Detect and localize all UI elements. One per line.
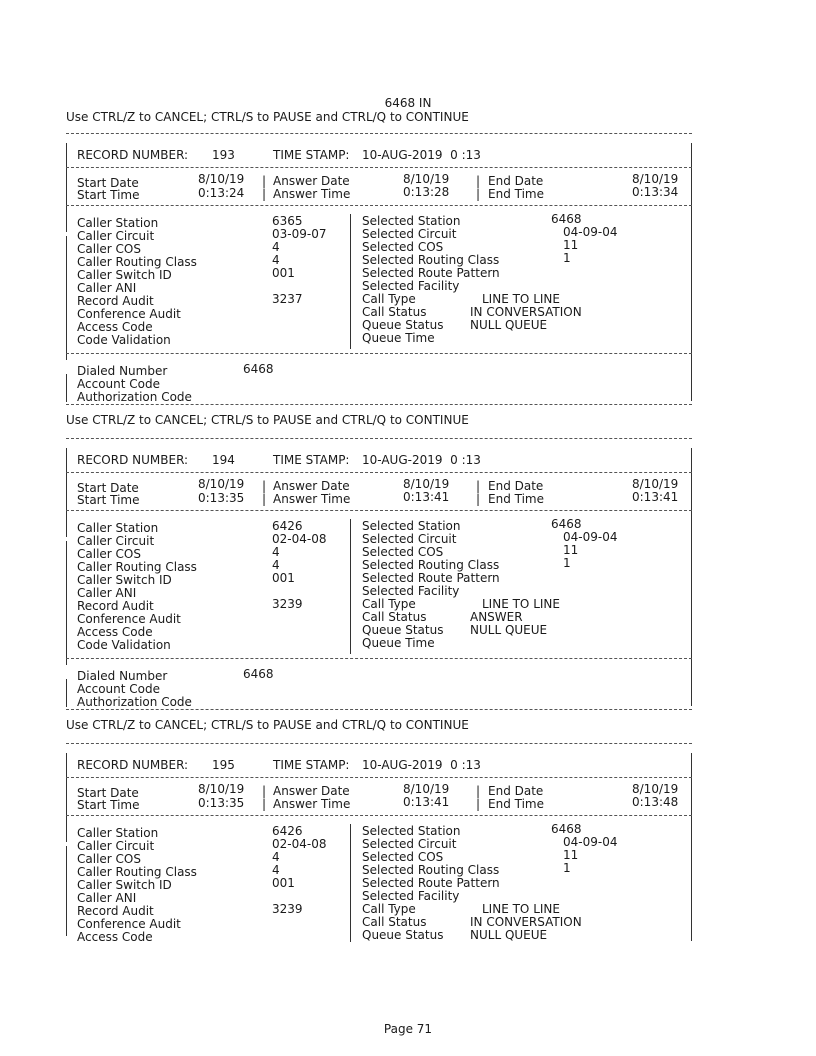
caller-circuit-label: Caller Circuit [77, 839, 155, 853]
caller-switch-id-label: Caller Switch ID [77, 878, 172, 892]
start-date-label: Start Date [77, 481, 139, 495]
answer-time: 0:13:41 [403, 795, 450, 809]
queue-status: NULL QUEUE [470, 623, 548, 637]
time-stamp-label: TIME STAMP: [273, 453, 350, 467]
dialed-number-label: Dialed Number [77, 669, 168, 683]
page-number: Page 71 [383, 1022, 433, 1036]
border-left [66, 753, 67, 842]
start-date: 8/10/19 [198, 782, 245, 796]
code-validation-label: Code Validation [77, 638, 171, 652]
divider [66, 205, 692, 206]
call-status: IN CONVERSATION [470, 915, 582, 929]
answer-date: 8/10/19 [403, 172, 450, 186]
end-time-label: End Time [488, 492, 544, 506]
call-type-label: Call Type [362, 902, 416, 916]
caller-ani-label: Caller ANI [77, 281, 137, 295]
caller-routing-class-label: Caller Routing Class [77, 255, 197, 269]
answer-time: 0:13:41 [403, 490, 450, 504]
record-number-label: RECORD NUMBER: [77, 148, 189, 162]
start-date-label: Start Date [77, 176, 139, 190]
call-status: IN CONVERSATION [470, 305, 582, 319]
call-type-label: Call Type [362, 292, 416, 306]
record-audit-label: Record Audit [77, 904, 154, 918]
record-number: 193 [212, 148, 235, 162]
caller-cos: 4 [272, 545, 280, 559]
end-date: 8/10/19 [632, 782, 679, 796]
code-validation-label: Code Validation [77, 333, 171, 347]
queue-status-label: Queue Status [362, 318, 444, 332]
selected-routing-class-label: Selected Routing Class [362, 863, 500, 877]
caller-cos-label: Caller COS [77, 852, 141, 866]
answer-time: 0:13:28 [403, 185, 450, 199]
selected-routing-class: 1 [563, 251, 571, 265]
caller-cos-label: Caller COS [77, 547, 141, 561]
time-stamp-label: TIME STAMP: [273, 148, 350, 162]
answer-date-label: Answer Date [273, 174, 350, 188]
caller-circuit: 03-09-07 [272, 227, 327, 241]
start-time-label: Start Time [77, 798, 140, 812]
end-date-label: End Date [488, 784, 544, 798]
selected-circuit-label: Selected Circuit [362, 837, 457, 851]
caller-station-label: Caller Station [77, 521, 159, 535]
selected-station-label: Selected Station [362, 214, 461, 228]
queue-time-label: Queue Time [362, 636, 435, 650]
caller-routing-class-label: Caller Routing Class [77, 560, 197, 574]
caller-circuit: 02-04-08 [272, 532, 327, 546]
caller-routing-class: 4 [272, 558, 280, 572]
start-date: 8/10/19 [198, 477, 245, 491]
end-time-label: End Time [488, 797, 544, 811]
call-record: RECORD NUMBER: 195 TIME STAMP: 10-AUG-2019 0 :13 Start Date 8/10/19 | Answer Date 8/10/19 | End Date 8/10/19 Start Time 0:13:35 | Answer Time 0:13:41 | End Time 0:13:48 Caller Station 6426 Caller Circuit 02-04-08 Caller COS 4 Caller Routing Class 4 Caller Switch ID 001 Caller ANI Record Audit 3239 Conference Audit Access Code Selected Station 6468 Selected Circuit 04-09-04 Selected COS 11 Selected Routing Class 1 Selected Route Pattern Selected Facility Call Type LINE TO LINE Call Status IN CONVERSATION Queue Status NULL QUEUE [0, 610, 816, 1030]
end-time: 0:13:34 [632, 185, 679, 199]
account-code-label: Account Code [77, 377, 160, 391]
selected-routing-class: 1 [563, 556, 571, 570]
record-number: 195 [212, 758, 235, 772]
caller-switch-id-label: Caller Switch ID [77, 573, 172, 587]
selected-routing-class-label: Selected Routing Class [362, 253, 500, 267]
selected-cos: 11 [563, 543, 579, 557]
selected-route-pattern-label: Selected Route Pattern [362, 266, 500, 280]
caller-routing-class-label: Caller Routing Class [77, 865, 197, 879]
divider [66, 510, 692, 511]
end-date: 8/10/19 [632, 477, 679, 491]
record-audit: 3237 [272, 292, 303, 306]
conference-audit-label: Conference Audit [77, 612, 181, 626]
queue-status: NULL QUEUE [470, 318, 548, 332]
call-status-label: Call Status [362, 915, 427, 929]
selected-facility-label: Selected Facility [362, 279, 460, 293]
dialed-number-label: Dialed Number [77, 364, 168, 378]
answer-date-label: Answer Date [273, 784, 350, 798]
selected-circuit-label: Selected Circuit [362, 532, 457, 546]
border-left [66, 448, 67, 537]
page-title: 6468 IN [384, 96, 432, 110]
divider [66, 815, 692, 816]
caller-switch-id: 001 [272, 571, 295, 585]
caller-circuit: 02-04-08 [272, 837, 327, 851]
caller-ani-label: Caller ANI [77, 586, 137, 600]
divider [66, 438, 692, 439]
start-time-label: Start Time [77, 188, 140, 202]
record-number: 194 [212, 453, 235, 467]
caller-ani-label: Caller ANI [77, 891, 137, 905]
divider [66, 472, 692, 473]
caller-routing-class: 4 [272, 253, 280, 267]
selected-routing-class-label: Selected Routing Class [362, 558, 500, 572]
record-number-label: RECORD NUMBER: [77, 758, 189, 772]
start-time: 0:13:24 [198, 186, 245, 200]
answer-time-label: Answer Time [273, 187, 351, 201]
selected-cos: 11 [563, 238, 579, 252]
answer-date: 8/10/19 [403, 782, 450, 796]
answer-time-label: Answer Time [273, 492, 351, 506]
call-record: RECORD NUMBER: 193 TIME STAMP: 10-AUG-2019 0 :13 Start Date 8/10/19 | Answer Date 8/10/19 | End Date 8/10/19 Start Time 0:13:24 | Answer Time 0:13:28 | End Time 0:13:34 Caller Station 6365 Caller Circuit 03-09-07 Caller COS 4 Caller Routing Class 4 Caller Switch ID 001 Caller ANI Record Audit 3237 Conference Audit Access Code Code Validation Selected Station 6468 Selected Circuit 04-09-04 Selected COS 11 Selected Routing Class 1 Selected Route Pattern Selected Facility Call Type LINE TO LINE Call Status IN CONVERSATION Queue Status NULL QUEUE Queue Time Dialed Number 6468 Account Code Authorization Code [0, 0, 816, 420]
call-type-label: Call Type [362, 597, 416, 611]
record-audit: 3239 [272, 902, 303, 916]
selected-routing-class: 1 [563, 861, 571, 875]
selected-cos: 11 [563, 848, 579, 862]
end-time-label: End Time [488, 187, 544, 201]
caller-station-label: Caller Station [77, 826, 159, 840]
authorization-code-label: Authorization Code [77, 390, 192, 404]
selected-station-label: Selected Station [362, 519, 461, 533]
caller-circuit-label: Caller Circuit [77, 229, 155, 243]
start-time: 0:13:35 [198, 796, 245, 810]
border-left [66, 846, 67, 936]
conference-audit-label: Conference Audit [77, 917, 181, 931]
column-divider [350, 824, 351, 942]
caller-station: 6426 [272, 824, 303, 838]
selected-circuit: 04-09-04 [563, 530, 618, 544]
call-record: RECORD NUMBER: 194 TIME STAMP: 10-AUG-2019 0 :13 Start Date 8/10/19 | Answer Date 8/10/19 | End Date 8/10/19 Start Time 0:13:35 | Answer Time 0:13:41 | End Time 0:13:41 Caller Station 6426 Caller Circuit 02-04-08 Caller COS 4 Caller Routing Class 4 Caller Switch ID 001 Caller ANI Record Audit 3239 Conference Audit Access Code Code Validation Selected Station 6468 Selected Circuit 04-09-04 Selected COS 11 Selected Routing Class 1 Selected Route Pattern Selected Facility Call Type LINE TO LINE Call Status ANSWER Queue Status NULL QUEUE Queue Time Dialed Number 6468 Account Code Authorization Code [0, 305, 816, 725]
queue-status: NULL QUEUE [470, 928, 548, 942]
divider [66, 743, 692, 744]
queue-time-label: Queue Time [362, 331, 435, 345]
account-code-label: Account Code [77, 682, 160, 696]
caller-station: 6426 [272, 519, 303, 533]
caller-cos: 4 [272, 850, 280, 864]
start-time: 0:13:35 [198, 491, 245, 505]
start-time-label: Start Time [77, 493, 140, 507]
end-time: 0:13:48 [632, 795, 679, 809]
end-date-label: End Date [488, 174, 544, 188]
time-stamp: 10-AUG-2019 0 :13 [362, 148, 481, 162]
call-type: LINE TO LINE [482, 292, 560, 306]
selected-circuit: 04-09-04 [563, 225, 618, 239]
call-status: ANSWER [470, 610, 523, 624]
divider [66, 777, 692, 778]
time-stamp: 10-AUG-2019 0 :13 [362, 758, 481, 772]
record-audit-label: Record Audit [77, 294, 154, 308]
divider [66, 167, 692, 168]
caller-station-label: Caller Station [77, 216, 159, 230]
selected-station: 6468 [551, 517, 582, 531]
selected-cos-label: Selected COS [362, 545, 444, 559]
time-stamp-label: TIME STAMP: [273, 758, 350, 772]
dialed-number: 6468 [243, 667, 274, 681]
answer-date: 8/10/19 [403, 477, 450, 491]
selected-station: 6468 [551, 212, 582, 226]
caller-switch-id: 001 [272, 266, 295, 280]
ctrl-message: Use CTRL/Z to CANCEL; CTRL/S to PAUSE and CTRL/Q to CONTINUE [66, 718, 469, 732]
record-number-label: RECORD NUMBER: [77, 453, 189, 467]
end-time: 0:13:41 [632, 490, 679, 504]
caller-circuit-label: Caller Circuit [77, 534, 155, 548]
caller-station: 6365 [272, 214, 303, 228]
selected-facility-label: Selected Facility [362, 584, 460, 598]
selected-cos-label: Selected COS [362, 850, 444, 864]
call-status-label: Call Status [362, 610, 427, 624]
selected-facility-label: Selected Facility [362, 889, 460, 903]
border-left [66, 143, 67, 232]
selected-cos-label: Selected COS [362, 240, 444, 254]
ctrl-message: Use CTRL/Z to CANCEL; CTRL/S to PAUSE and CTRL/Q to CONTINUE [66, 413, 469, 427]
access-code-label: Access Code [77, 625, 153, 639]
caller-switch-id-label: Caller Switch ID [77, 268, 172, 282]
call-status-label: Call Status [362, 305, 427, 319]
queue-status-label: Queue Status [362, 928, 444, 942]
selected-station: 6468 [551, 822, 582, 836]
call-type: LINE TO LINE [482, 597, 560, 611]
access-code-label: Access Code [77, 930, 153, 944]
end-date-label: End Date [488, 479, 544, 493]
border-right [691, 753, 692, 941]
caller-routing-class: 4 [272, 863, 280, 877]
dialed-number: 6468 [243, 362, 274, 376]
selected-route-pattern-label: Selected Route Pattern [362, 571, 500, 585]
divider [66, 133, 692, 134]
access-code-label: Access Code [77, 320, 153, 334]
selected-route-pattern-label: Selected Route Pattern [362, 876, 500, 890]
ctrl-message: Use CTRL/Z to CANCEL; CTRL/S to PAUSE and CTRL/Q to CONTINUE [66, 110, 469, 124]
caller-cos-label: Caller COS [77, 242, 141, 256]
time-stamp: 10-AUG-2019 0 :13 [362, 453, 481, 467]
answer-date-label: Answer Date [273, 479, 350, 493]
answer-time-label: Answer Time [273, 797, 351, 811]
start-date-label: Start Date [77, 786, 139, 800]
queue-status-label: Queue Status [362, 623, 444, 637]
start-date: 8/10/19 [198, 172, 245, 186]
end-date: 8/10/19 [632, 172, 679, 186]
selected-station-label: Selected Station [362, 824, 461, 838]
selected-circuit-label: Selected Circuit [362, 227, 457, 241]
authorization-code-label: Authorization Code [77, 695, 192, 709]
selected-circuit: 04-09-04 [563, 835, 618, 849]
call-type: LINE TO LINE [482, 902, 560, 916]
caller-switch-id: 001 [272, 876, 295, 890]
record-audit-label: Record Audit [77, 599, 154, 613]
conference-audit-label: Conference Audit [77, 307, 181, 321]
record-audit: 3239 [272, 597, 303, 611]
caller-cos: 4 [272, 240, 280, 254]
